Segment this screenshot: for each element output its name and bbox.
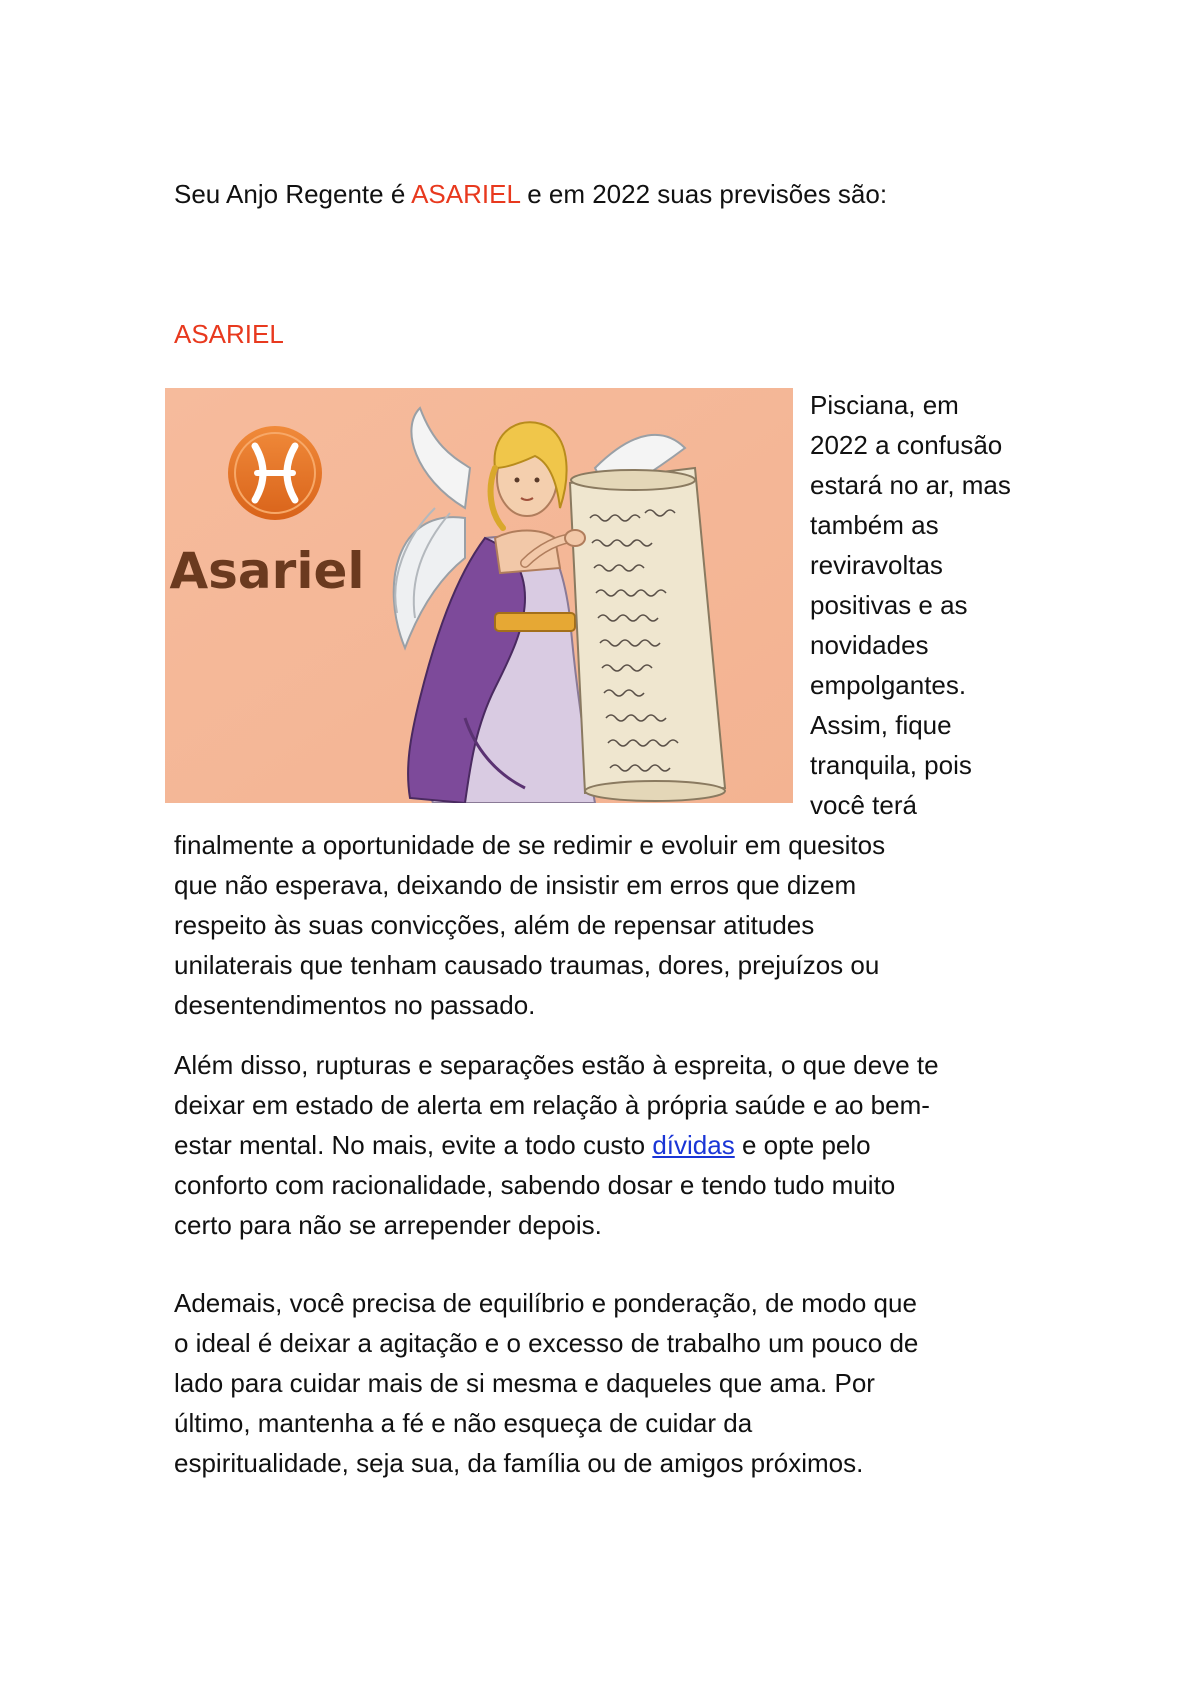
paragraph-line: certo para não se arrepender depois. [174,1210,602,1240]
side-line: empolgantes. [810,670,967,700]
link-suffix-text: e opte pelo [734,1130,871,1160]
wrapped-text-column [810,385,1050,825]
paragraph-2 [174,1045,1054,1245]
side-line: você terá [810,790,917,820]
angel-illustration [165,388,793,803]
angel-heading: ASARIEL [174,319,284,349]
paragraph-line: último, mantenha a fé e não esqueça de cuidar da [174,1408,753,1438]
hand-icon [565,530,585,546]
paragraph-3 [174,1283,1054,1483]
image-label: Asariel [169,542,365,600]
side-line: tranquila, pois [810,750,972,780]
dividas-link[interactable]: dívidas [652,1130,735,1160]
side-line: positivas e as [810,590,968,620]
paragraph-line: desentendimentos no passado. [174,990,536,1020]
paragraph-line: Ademais, você precisa de equilíbrio e ponderação, de modo que [174,1288,917,1318]
side-line: reviravoltas [810,550,943,580]
side-line: Pisciana, em [810,390,959,420]
link-prefix-text: estar mental. No mais, evite a todo custo [174,1130,653,1160]
paragraph-line: respeito às suas convicções, além de repensar atitudes [174,910,815,940]
intro-prefix: Seu Anjo Regente é [174,179,412,209]
side-line: novidades [810,630,929,660]
paragraph-line: deixar em estado de alerta em relação à própria saúde e ao bem- [174,1090,930,1120]
intro-line [174,178,887,210]
paragraph-line: espiritualidade, seja sua, da família ou de amigos próximos. [174,1448,864,1478]
side-line: 2022 a confusão [810,430,1003,460]
side-line: Assim, fique [810,710,952,740]
pisces-badge-icon [228,426,322,520]
side-line: estará no ar, mas [810,470,1011,500]
paragraph-line: o ideal é deixar a agitação e o excesso de trabalho um pouco de [174,1328,919,1358]
intro-angel-name: ASARIEL [411,179,520,209]
side-line: também as [810,510,939,540]
intro-suffix: e em 2022 suas previsões são: [519,179,888,209]
paragraph-line: finalmente a oportunidade de se redimir e evoluir em quesitos [174,830,886,860]
paragraph-line: lado para cuidar mais de si mesma e daqueles que ama. Por [174,1368,875,1398]
paragraph-line-with-link [174,1125,1054,1165]
paragraph-line: conforto com racionalidade, sabendo dosar e tendo tudo muito [174,1170,896,1200]
paragraph-line: unilaterais que tenham causado traumas, dores, prejuízos ou [174,950,880,980]
paragraph-1 [174,825,1054,1025]
paragraph-line: que não esperava, deixando de insistir em erros que dizem [174,870,857,900]
paragraph-line: Além disso, rupturas e separações estão à espreita, o que deve te [174,1050,939,1080]
